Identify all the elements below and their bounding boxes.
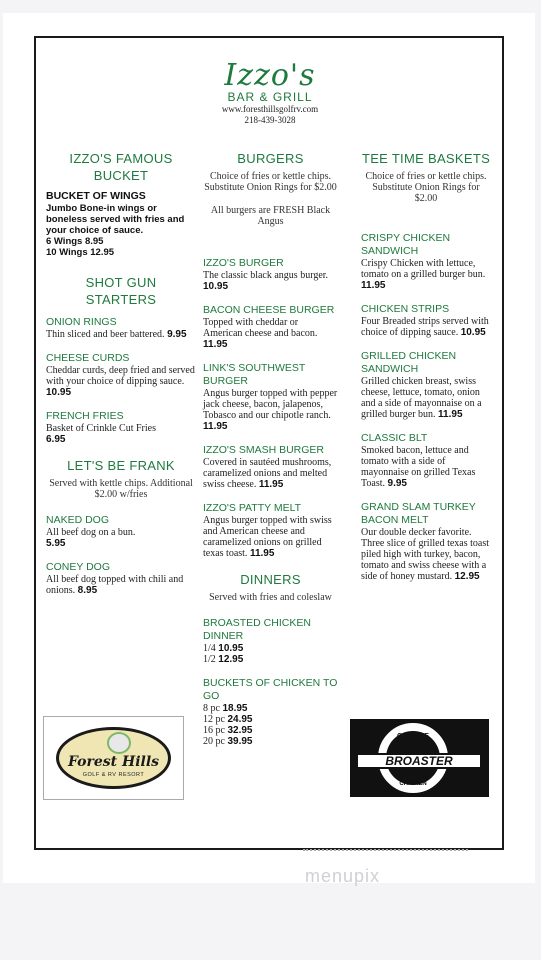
website-text: www.foresthillsgolfrv.com xyxy=(221,104,319,114)
item-price: 12.95 xyxy=(454,571,480,582)
menu-item-broasted-dinner xyxy=(203,617,338,665)
item-desc: Four Breaded strips served with choice of dipping sauce. 10.95 xyxy=(361,316,489,338)
item-desc: Angus burger topped with pepper jack cheese, bacon, jalapenos, Tobasco and our chipotle ranch. 11.95 xyxy=(203,388,338,432)
item-price: 9.95 xyxy=(167,329,187,340)
menu-item-turkey-bacon-melt xyxy=(361,501,491,582)
menu-item-izzos-burger xyxy=(203,257,338,292)
section-title-tee-time: TEE TIME BASKETS xyxy=(361,151,491,166)
item-price: 10.95 xyxy=(203,281,229,292)
menu-item-crispy-chicken xyxy=(361,232,491,291)
section-title-starters: SHOT GUN STARTERS xyxy=(85,275,157,307)
price-line: 1/4 10.95 xyxy=(203,643,244,654)
item-price: 11.95 xyxy=(249,548,275,559)
menu-item-smash-burger xyxy=(203,444,338,490)
item-desc: Our double decker favorite. Three slice of grilled texas toast piled high with turkey, bacon, tomato and swiss cheese with a side of honey mustard. 12.95 xyxy=(361,527,490,582)
menu-item-classic-blt xyxy=(361,432,491,489)
item-price: 11.95 xyxy=(361,280,386,291)
section-desc-tee-time: Choice of fries or kettle chips. Substitute Onion Rings for $2.00 xyxy=(365,171,487,204)
broaster-banner: BROASTER xyxy=(356,753,482,769)
item-title: CONEY DOG xyxy=(46,561,110,573)
phone-text: 218-439-3028 xyxy=(244,115,296,125)
item-title: ONION RINGS xyxy=(46,316,117,328)
item-desc: Thin sliced and beer battered. 9.95 xyxy=(46,329,187,340)
price-line: 16 pc 32.95 xyxy=(203,725,253,736)
menupix-watermark: menupix xyxy=(305,866,381,886)
item-price: 6.95 xyxy=(46,434,66,445)
item-title: GRILLED CHICKEN SANDWICH xyxy=(361,350,457,375)
item-desc: Basket of Crinkle Cut Fries xyxy=(46,423,156,434)
menu-column-center xyxy=(203,150,338,747)
menu-column-right xyxy=(361,150,491,582)
section-desc-frank: Served with kettle chips. Additional $2.00 w/fries xyxy=(49,478,193,500)
item-price: 11.95 xyxy=(258,479,284,490)
item-title: CLASSIC BLT xyxy=(361,432,428,444)
section-title-frank: LET'S BE FRANK xyxy=(67,458,175,473)
menu-item-naked-dog xyxy=(46,514,196,549)
item-price: 10.95 xyxy=(46,387,72,398)
item-title: BUCKETS OF CHICKEN TO GO xyxy=(203,677,338,702)
item-desc: All beef dog on a bun. xyxy=(46,527,136,538)
forest-hills-emblem xyxy=(56,727,171,789)
item-desc: Crispy Chicken with lettuce, tomato on a grilled burger bun. 11.95 xyxy=(361,258,486,291)
item-desc: Topped with cheddar or American cheese and bacon. 11.95 xyxy=(203,317,318,350)
item-title: BACON CHEESE BURGER xyxy=(203,304,335,316)
dotted-divider xyxy=(303,849,468,851)
menu-item-onion-rings xyxy=(46,316,196,340)
section-title-famous-bucket: IZZO'S FAMOUS BUCKET xyxy=(69,151,173,183)
menu-item-grilled-chicken xyxy=(361,350,491,420)
item-price: 9.95 xyxy=(387,478,407,489)
section-title-burgers: BURGERS xyxy=(237,151,304,166)
restaurant-logo-script: Izzo's xyxy=(224,58,316,93)
item-price-line: 6 Wings 8.95 xyxy=(46,236,104,247)
item-desc: Cheddar curds, deep fried and served with your choice of dipping sauce. xyxy=(46,365,195,387)
item-title: IZZO'S BURGER xyxy=(203,257,284,269)
section-desc-dinners: Served with fries and coleslaw xyxy=(209,592,332,603)
item-price: 5.95 xyxy=(46,538,66,549)
menu-item-chicken-strips xyxy=(361,303,491,338)
item-price: 11.95 xyxy=(203,339,228,350)
broaster-logo xyxy=(350,719,489,797)
item-desc: Grilled chicken breast, swiss cheese, lettuce, tomato, onion and a side of mayonnaise on a grilled burger bun. 11.95 xyxy=(361,376,482,420)
item-desc: Angus burger topped with swiss and American cheese and caramelized onions on grilled texas toast. 11.95 xyxy=(203,515,332,559)
item-title: GRAND SLAM TURKEY BACON MELT xyxy=(361,501,476,526)
menu-header xyxy=(180,60,360,126)
item-title: FRENCH FRIES xyxy=(46,410,124,422)
menu-item-bacon-cheese-burger xyxy=(203,304,338,350)
section-desc-burgers: Choice of fries or kettle chips. Substitute Onion Rings for $2.00 xyxy=(204,171,337,193)
item-desc: The classic black angus burger. 10.95 xyxy=(203,270,329,292)
menu-item-chicken-buckets xyxy=(203,677,338,747)
item-price-line: 10 Wings 12.95 xyxy=(46,247,115,258)
item-title: BUCKET OF WINGS xyxy=(46,190,146,202)
menu-column-left xyxy=(46,150,196,596)
menu-item-bucket-of-wings xyxy=(46,190,196,258)
menu-item-french-fries xyxy=(46,410,196,445)
item-desc: Jumbo Bone-in wings or boneless served with fries and your choice of sauce. xyxy=(46,203,185,236)
forest-hills-logo xyxy=(43,716,184,800)
item-price: 8.95 xyxy=(77,585,98,596)
price-line: 1/2 12.95 xyxy=(203,654,244,665)
item-title: CRISPY CHICKEN SANDWICH xyxy=(361,232,451,257)
item-price: 10.95 xyxy=(460,327,486,338)
item-title: CHICKEN STRIPS xyxy=(361,303,450,315)
restaurant-subtitle: BAR & GRILL xyxy=(227,90,313,104)
item-title: NAKED DOG xyxy=(46,514,110,526)
item-title: IZZO'S SMASH BURGER xyxy=(203,444,325,456)
golf-ball-icon xyxy=(107,732,131,754)
price-line: 12 pc 24.95 xyxy=(203,714,253,725)
item-desc: Smoked bacon, lettuce and tomato with a side of mayonnaise on grilled Texas Toast. 9.95 xyxy=(361,445,476,489)
section-note-burgers: All burgers are FRESH Black Angus xyxy=(210,205,331,227)
menu-item-cheese-curds xyxy=(46,352,196,398)
forest-hills-sub: GOLF & RV RESORT xyxy=(82,772,145,778)
item-title: CHEESE CURDS xyxy=(46,352,130,364)
price-line: 20 pc 39.95 xyxy=(203,736,253,747)
item-desc: Covered in sautéed mushrooms, caramelized onions and melted swiss cheese. 11.95 xyxy=(203,457,332,490)
menu-item-southwest-burger xyxy=(203,362,338,432)
item-desc: All beef dog topped with chili and onions. 8.95 xyxy=(46,574,184,596)
menu-item-coney-dog xyxy=(46,561,196,596)
menu-item-patty-melt xyxy=(203,502,338,559)
item-price: 11.95 xyxy=(438,409,463,420)
section-title-dinners: DINNERS xyxy=(240,572,301,587)
broaster-bottom-text: CHICKEN xyxy=(399,781,427,787)
item-price: 11.95 xyxy=(203,421,228,432)
item-title: LINK'S SOUTHWEST BURGER xyxy=(203,362,306,387)
item-title: BROASTED CHICKEN DINNER xyxy=(203,617,311,642)
forest-hills-name: Forest Hills xyxy=(67,754,160,770)
item-title: IZZO'S PATTY MELT xyxy=(203,502,302,514)
price-line: 8 pc 18.95 xyxy=(203,703,248,714)
